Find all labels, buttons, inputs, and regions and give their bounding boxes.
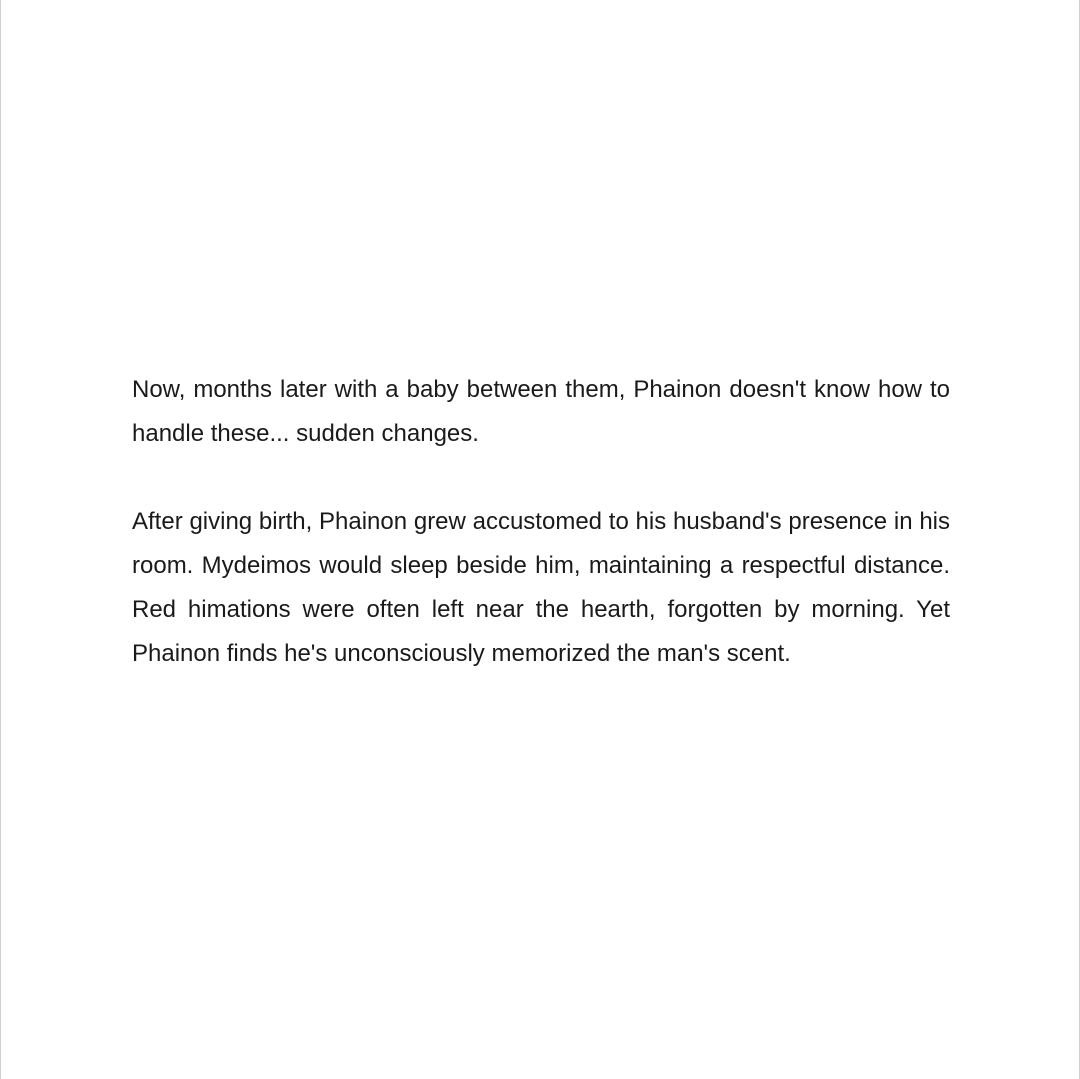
paragraph-2: After giving birth, Phainon grew accustomed to his husband's presence in his room. Mydeimos would sleep beside him, maintaining a respectful distance. Red himations were often left near the hearth, forgotten by morning. Yet Phainon finds he's unconsciously memorized the man's scent. <box>132 508 950 667</box>
paragraph-1: Now, months later with a baby between them, Phainon doesn't know how to handle these... sudden changes. <box>132 376 950 447</box>
story-text <box>132 368 950 720</box>
